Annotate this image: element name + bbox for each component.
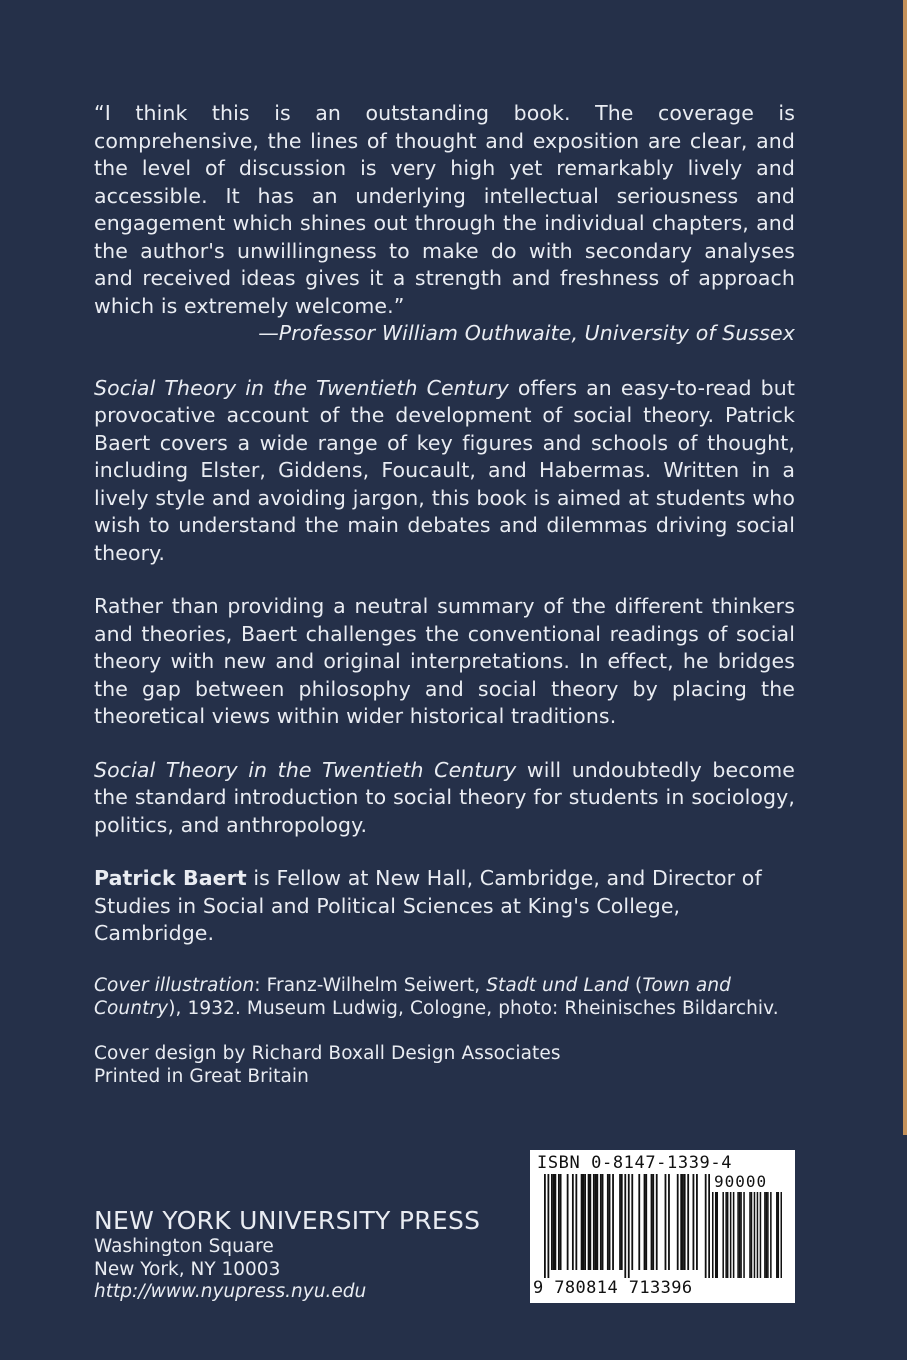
- addon-bar: [733, 1192, 735, 1278]
- barcode-bar: [581, 1174, 583, 1270]
- barcode-bar: [651, 1174, 653, 1270]
- addon-barcode-bars: [712, 1192, 782, 1278]
- description-paragraph-3: [94, 757, 795, 840]
- barcode-bar: [708, 1174, 710, 1278]
- isbn-barcode: [530, 1150, 795, 1303]
- barcode-bar: [677, 1174, 679, 1270]
- barcode-bar: [553, 1174, 555, 1270]
- ean-barcode-bars: [544, 1174, 710, 1278]
- description-paragraph-1: [94, 375, 795, 568]
- addon-bar: [751, 1192, 753, 1278]
- addon-bar: [781, 1192, 782, 1278]
- barcode-bar: [680, 1174, 682, 1270]
- publisher-url: http://www.nyupress.nyu.edu: [94, 1281, 367, 1302]
- description-paragraph-2: Rather than providing a neutral summary of the different thinkers and theories, Baert challenges the conventional readings of social theory with new and original interpretations. In effect, he bridges the gap between philosophy and social theory by placing the theoretical views within wider historical traditions.: [94, 594, 795, 728]
- addon-bar: [754, 1192, 756, 1278]
- publisher-name: NEW YORK UNIVERSITY PRESS: [94, 1206, 481, 1235]
- quote-attribution: —Professor William Outhwaite, University of Sussex: [258, 321, 795, 345]
- barcode-bar: [638, 1174, 640, 1270]
- price-code: 90000: [714, 1172, 768, 1191]
- description-text-3: will undoubtedly become the standard introduction to social theory for students in sociology, politics, and anthropology.: [94, 757, 795, 837]
- barcode-bar: [619, 1174, 621, 1270]
- barcode-bar: [612, 1174, 614, 1270]
- barcode-bar: [609, 1174, 611, 1270]
- barcode-bar: [628, 1174, 630, 1278]
- barcode-bar: [696, 1174, 698, 1270]
- publisher-block: [94, 1206, 480, 1304]
- barcode-bar: [682, 1174, 684, 1270]
- barcode-bar: [705, 1174, 707, 1278]
- author-name: Patrick Baert: [94, 866, 247, 890]
- addon-bar: [749, 1192, 751, 1278]
- addon-bar: [715, 1192, 717, 1278]
- barcode-bar: [554, 1174, 556, 1270]
- addon-bar: [727, 1192, 729, 1278]
- barcode-bar: [584, 1174, 586, 1270]
- barcode-bar: [575, 1174, 577, 1270]
- barcode-bar: [668, 1174, 670, 1270]
- back-cover-text: [94, 100, 795, 1088]
- addon-bar: [778, 1192, 780, 1278]
- barcode-bar: [558, 1174, 560, 1270]
- addon-bar: [716, 1192, 718, 1278]
- barcode-bar: [544, 1174, 546, 1278]
- endorsement-quote: “I think this is an outstanding book. The coverage is comprehensive, the lines of thought and exposition are clear, and the level of discussion is very high yet remarkably lively and accessible. It has an underlying intellectual seriousness and engagement which shines out through the individual chapters, and the author's unwillingness to make do with secondary analyses and received ideas gives it a strength and freshness of approach which is extremely welcome.”: [94, 101, 795, 318]
- barcode-bar: [621, 1174, 623, 1270]
- barcode-bar: [665, 1174, 667, 1270]
- barcode-bar: [551, 1174, 553, 1270]
- barcode-bar: [602, 1174, 604, 1270]
- ean-digits: 9 780814 713396: [533, 1278, 693, 1298]
- barcode-bar: [656, 1174, 658, 1270]
- barcode-bar: [644, 1174, 646, 1270]
- barcode-bar: [588, 1174, 590, 1270]
- publisher-address-1: Washington Square: [94, 1236, 274, 1257]
- cover-illustration-credit: Cover illustration: Franz-Wilhelm Seiwert, Stadt und Land (Town and Country), 1932. Museum Ludwig, Cologne, photo: Rheinisches Bildarchiv.: [94, 974, 779, 1019]
- barcode-bar: [645, 1174, 647, 1270]
- barcode-bar: [567, 1174, 569, 1270]
- addon-bar: [770, 1192, 772, 1278]
- barcode-bar: [624, 1174, 626, 1278]
- publisher-address-2: New York, NY 10003: [94, 1258, 281, 1280]
- addon-bar: [760, 1192, 762, 1278]
- addon-bar: [725, 1192, 727, 1278]
- addon-bar: [776, 1192, 778, 1278]
- description-text-1: offers an easy-to-read but provocative account of the development of social theory. Patrick Baert covers a wide range of key figures and schools of thought, including Elster, Giddens, Foucault, and Habermas. Written in a lively style and avoiding jargon, this book is aimed at students who wish to understand the main debates and dilemmas driving social theory.: [94, 375, 795, 565]
- printed-in: Printed in Great Britain: [94, 1065, 309, 1087]
- barcode-bar: [687, 1174, 689, 1270]
- addon-bar: [767, 1192, 769, 1278]
- barcode-bar: [652, 1174, 654, 1270]
- book-title: Social Theory in the Twentieth Century: [94, 757, 517, 782]
- addon-bar: [722, 1192, 724, 1278]
- barcode-bar: [631, 1174, 633, 1270]
- barcode-bar: [560, 1174, 562, 1270]
- addon-bar: [737, 1192, 739, 1278]
- book-title: Social Theory in the Twentieth Century: [94, 375, 509, 400]
- addon-bar: [764, 1192, 766, 1278]
- addon-bar: [740, 1192, 742, 1278]
- addon-bar: [712, 1192, 714, 1278]
- addon-bar: [743, 1192, 745, 1278]
- barcode-bar: [607, 1174, 609, 1270]
- barcode-bar: [582, 1174, 584, 1270]
- barcode-bar: [595, 1174, 597, 1270]
- barcode-bar: [693, 1174, 695, 1270]
- addon-bar: [757, 1192, 759, 1278]
- spine-edge: [903, 0, 907, 1135]
- cover-design-credit: Cover design by Richard Boxall Design Associates: [94, 1042, 561, 1064]
- author-bio: [94, 865, 795, 948]
- addon-bar: [739, 1192, 741, 1278]
- addon-bar: [730, 1192, 732, 1278]
- barcode-bar: [600, 1174, 602, 1270]
- barcode-bar: [547, 1174, 549, 1278]
- isbn-label: ISBN 0-8147-1339-4: [537, 1153, 733, 1173]
- barcode-bar: [593, 1174, 595, 1270]
- barcode-bar: [589, 1174, 591, 1270]
- barcode-bar: [596, 1174, 598, 1270]
- barcode-bar: [684, 1174, 686, 1270]
- addon-bar: [766, 1192, 768, 1278]
- author-bio-text: is Fellow at New Hall, Cambridge, and Director of Studies in Social and Political Sciences at King's College, Cambridge.: [94, 866, 762, 945]
- barcode-bar: [572, 1174, 574, 1270]
